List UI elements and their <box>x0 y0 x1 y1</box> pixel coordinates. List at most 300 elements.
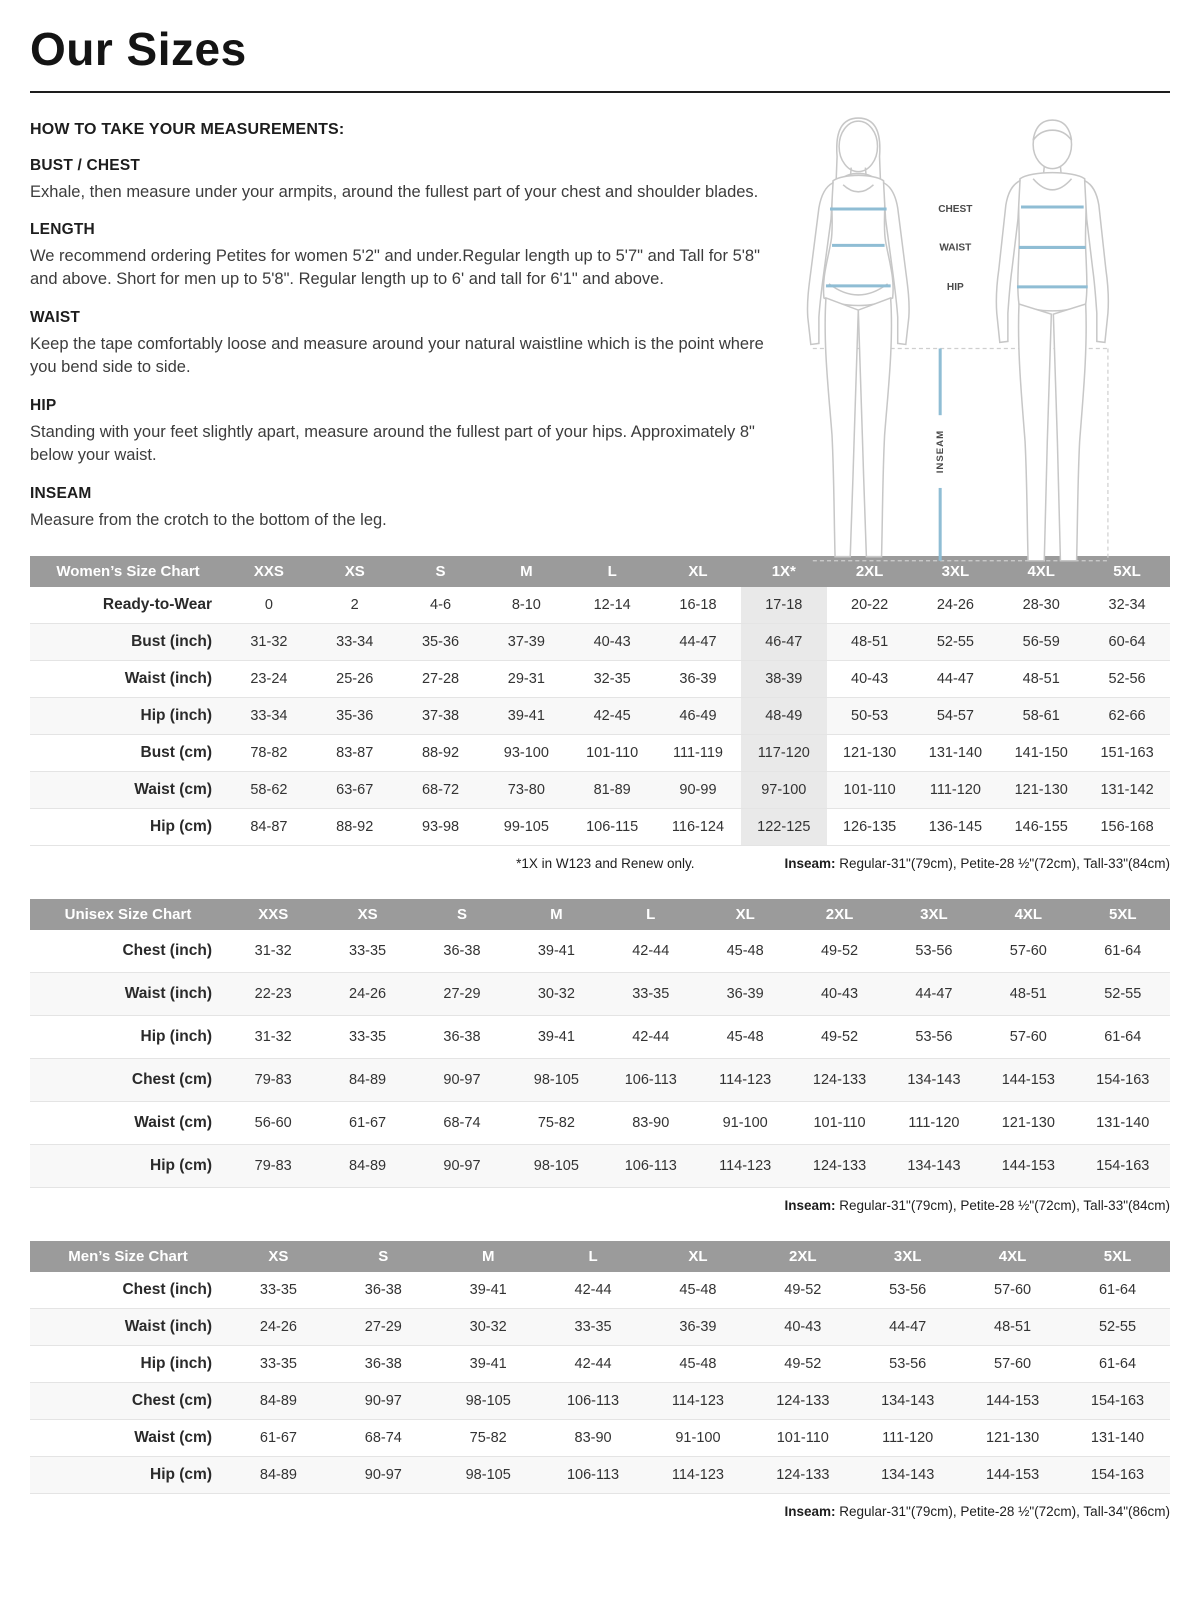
size-cell: 83-90 <box>632 1114 670 1131</box>
size-cell: 45-48 <box>679 1281 717 1298</box>
section-bust-chest <box>30 157 765 204</box>
row-label: Waist (inch) <box>124 669 212 687</box>
size-cell: 134-143 <box>907 1071 961 1088</box>
size-cell: 63-67 <box>336 781 374 798</box>
inseam-label: INSEAM <box>935 429 947 474</box>
size-cell: 44-47 <box>936 670 974 687</box>
row-label: Bust (inch) <box>131 632 212 650</box>
table-row <box>30 734 1170 771</box>
size-cell: 90-97 <box>364 1392 402 1409</box>
section-inseam <box>30 485 765 532</box>
size-cell: 25-26 <box>336 670 374 687</box>
size-cell: 39-41 <box>469 1355 507 1372</box>
size-cell: 31-32 <box>250 633 288 650</box>
row-label: Waist (inch) <box>124 1317 212 1335</box>
size-cell: 45-48 <box>726 942 764 959</box>
size-column-header: XL <box>655 556 741 587</box>
size-cell: 84-89 <box>349 1157 387 1174</box>
table-row <box>30 771 1170 808</box>
size-column-header: XXS <box>226 556 312 587</box>
size-cell: 124-133 <box>776 1392 830 1409</box>
size-cell: 97-100 <box>741 771 827 808</box>
size-cell: 116-124 <box>671 818 725 835</box>
size-cell: 53-56 <box>915 1028 953 1045</box>
size-cell: 40-43 <box>820 985 859 1002</box>
size-cell: 141-150 <box>1014 744 1068 761</box>
row-label: Chest (cm) <box>131 1391 212 1409</box>
size-cell: 39-41 <box>469 1281 507 1298</box>
size-column-header: 3XL <box>855 1241 960 1272</box>
size-cell: 84-89 <box>349 1071 387 1088</box>
size-cell: 52-55 <box>1098 1318 1137 1335</box>
size-cell: 79-83 <box>254 1071 292 1088</box>
inseam-footnote-label: Inseam: <box>784 855 836 871</box>
size-column-header: M <box>436 1241 541 1272</box>
size-cell: 88-92 <box>421 744 460 761</box>
size-cell: 37-38 <box>421 707 460 724</box>
size-cell: 68-74 <box>443 1114 481 1131</box>
size-cell: 39-41 <box>537 942 575 959</box>
size-cell: 121-130 <box>985 1429 1040 1446</box>
size-cell: 134-143 <box>907 1157 961 1174</box>
size-cell: 33-35 <box>259 1355 297 1372</box>
size-cell: 28-30 <box>1022 596 1060 613</box>
inseam-footnote-values: Regular-31"(79cm), Petite-28 ½"(72cm), Tall-34"(86cm) <box>835 1503 1170 1519</box>
size-cell: 79-83 <box>254 1157 292 1174</box>
size-cell: 53-56 <box>915 942 953 959</box>
size-cell: 33-35 <box>632 985 670 1002</box>
section-length <box>30 221 765 292</box>
table-row <box>30 1144 1170 1187</box>
table-header-row <box>30 1241 1170 1272</box>
size-cell: 122-125 <box>741 808 827 845</box>
table-row <box>30 1382 1170 1419</box>
section-title: LENGTH <box>30 221 95 239</box>
inseam-footnote-values: Regular-31"(79cm), Petite-28 ½"(72cm), Tall-33"(84cm) <box>835 855 1170 871</box>
size-cell: 101-110 <box>813 1114 866 1131</box>
size-cell: 90-97 <box>443 1071 481 1088</box>
size-column-header: 3XL <box>913 556 999 587</box>
size-cell: 29-31 <box>507 670 545 687</box>
row-label: Hip (inch) <box>140 706 212 724</box>
size-cell: 30-32 <box>469 1318 507 1335</box>
size-cell: 33-35 <box>349 942 387 959</box>
size-column-header: 2XL <box>827 556 913 587</box>
size-cell: 121-130 <box>1014 781 1068 798</box>
table-row <box>30 972 1170 1015</box>
table-row <box>30 587 1170 624</box>
table-row <box>30 1272 1170 1309</box>
size-cell: 93-98 <box>421 818 460 835</box>
mens-footnotes <box>30 1504 1170 1519</box>
size-cell: 42-44 <box>632 1028 670 1045</box>
size-cell: 48-51 <box>1009 985 1047 1002</box>
size-cell: 49-52 <box>784 1355 822 1372</box>
size-cell: 106-113 <box>624 1157 677 1174</box>
size-cell: 33-35 <box>574 1318 612 1335</box>
size-cell: 52-56 <box>1108 670 1146 687</box>
size-cell: 46-47 <box>741 623 827 660</box>
size-cell: 48-51 <box>1022 670 1060 687</box>
size-column-header: XL <box>698 899 792 930</box>
mens-size-table <box>30 1241 1170 1494</box>
size-cell: 24-26 <box>936 596 974 613</box>
table-row <box>30 1101 1170 1144</box>
size-cell: 38-39 <box>741 660 827 697</box>
size-cell: 106-113 <box>566 1392 620 1409</box>
size-cell: 154-163 <box>1096 1157 1150 1174</box>
table-row <box>30 623 1170 660</box>
size-cell: 2 <box>350 596 359 613</box>
section-title: BUST / CHEST <box>30 156 141 174</box>
size-cell: 48-49 <box>741 697 827 734</box>
size-cell: 44-47 <box>915 985 953 1002</box>
section-title: HIP <box>30 396 57 414</box>
row-label: Hip (inch) <box>140 1354 212 1372</box>
size-cell: 154-163 <box>1090 1392 1145 1409</box>
size-cell: 151-163 <box>1100 744 1154 761</box>
size-cell: 33-35 <box>349 1028 387 1045</box>
size-cell: 48-51 <box>994 1318 1032 1335</box>
page-title: Our Sizes <box>30 23 247 75</box>
size-cell: 32-35 <box>593 670 631 687</box>
row-label: Ready-to-Wear <box>102 595 212 613</box>
size-cell: 57-60 <box>994 1355 1032 1372</box>
size-cell: 78-82 <box>250 744 288 761</box>
size-column-header: XS <box>320 899 414 930</box>
size-column-header: XXS <box>226 899 320 930</box>
size-cell: 131-140 <box>1096 1114 1150 1131</box>
size-cell: 36-39 <box>726 985 764 1002</box>
size-cell: 57-60 <box>994 1281 1032 1298</box>
size-cell: 61-64 <box>1098 1281 1137 1298</box>
size-cell: 106-115 <box>586 818 639 835</box>
size-cell: 24-26 <box>259 1318 297 1335</box>
size-cell: 114-123 <box>671 1392 724 1409</box>
section-body: Standing with your feet slightly apart, measure around the fullest part of your hips. Approximately 8" below your waist. <box>30 422 755 465</box>
size-cell: 61-64 <box>1098 1355 1137 1372</box>
size-cell: 144-153 <box>985 1466 1040 1483</box>
footnote-1x-note: *1X in W123 and Renew only. <box>516 855 695 871</box>
size-cell: 84-87 <box>250 818 288 835</box>
size-cell: 36-39 <box>679 1318 717 1335</box>
section-body: Exhale, then measure under your armpits, around the fullest part of your chest and shoulder blades. <box>30 182 759 201</box>
size-cell: 27-29 <box>364 1318 402 1335</box>
table-row <box>30 1308 1170 1345</box>
chest-label: CHEST <box>938 204 973 216</box>
size-column-header: 2XL <box>750 1241 855 1272</box>
size-cell: 144-153 <box>985 1392 1040 1409</box>
inseam-footnote-label: Inseam: <box>784 1197 836 1213</box>
size-cell: 36-38 <box>364 1355 402 1372</box>
size-cell: 111-119 <box>672 744 723 761</box>
section-title: WAIST <box>30 308 81 326</box>
size-cell: 53-56 <box>889 1281 927 1298</box>
size-column-header: S <box>331 1241 436 1272</box>
size-cell: 134-143 <box>881 1392 935 1409</box>
table-row <box>30 697 1170 734</box>
size-column-header: XL <box>646 1241 751 1272</box>
size-cell: 56-59 <box>1022 633 1060 650</box>
size-column-header: 5XL <box>1076 899 1170 930</box>
table-row <box>30 1419 1170 1456</box>
size-cell: 146-155 <box>1014 818 1068 835</box>
size-cell: 84-89 <box>259 1392 297 1409</box>
size-cell: 91-100 <box>722 1114 768 1131</box>
size-cell: 98-105 <box>465 1466 511 1483</box>
section-body: Measure from the crotch to the bottom of the leg. <box>30 510 387 529</box>
row-label: Waist (cm) <box>134 780 212 798</box>
size-cell: 61-64 <box>1104 1028 1142 1045</box>
size-cell: 12-14 <box>593 596 631 613</box>
mens-size-chart <box>30 1241 1170 1519</box>
size-cell: 60-64 <box>1108 633 1146 650</box>
size-cell: 46-49 <box>679 707 717 724</box>
woman-figure-outline <box>808 118 910 557</box>
footnote-inseam <box>784 856 1170 871</box>
size-cell: 106-113 <box>566 1466 620 1483</box>
size-cell: 111-120 <box>882 1429 934 1446</box>
size-cell: 154-163 <box>1096 1071 1150 1088</box>
size-cell: 156-168 <box>1100 818 1154 835</box>
table-row <box>30 1058 1170 1101</box>
size-cell: 144-153 <box>1001 1157 1055 1174</box>
unisex-size-table <box>30 899 1170 1188</box>
table-row <box>30 660 1170 697</box>
size-cell: 131-142 <box>1100 781 1154 798</box>
size-cell: 16-18 <box>679 596 717 613</box>
size-cell: 134-143 <box>881 1466 935 1483</box>
table-row <box>30 1456 1170 1493</box>
size-cell: 32-34 <box>1108 596 1146 613</box>
size-cell: 49-52 <box>820 1028 859 1045</box>
size-cell: 33-34 <box>250 707 288 724</box>
size-column-header: 4XL <box>981 899 1075 930</box>
row-label: Chest (inch) <box>122 941 212 959</box>
size-cell: 33-35 <box>259 1281 297 1298</box>
table-row <box>30 1015 1170 1058</box>
size-cell: 88-92 <box>336 818 374 835</box>
size-cell: 121-130 <box>1001 1114 1055 1131</box>
size-cell: 27-29 <box>443 985 481 1002</box>
size-cell: 73-80 <box>507 781 545 798</box>
womens-size-table <box>30 556 1170 846</box>
size-cell: 0 <box>264 596 273 613</box>
size-cell: 42-44 <box>574 1355 612 1372</box>
size-cell: 99-105 <box>503 818 549 835</box>
size-column-header: M <box>509 899 603 930</box>
size-column-header: XS <box>226 1241 331 1272</box>
size-charts <box>30 556 1170 1519</box>
size-cell: 101-110 <box>843 781 896 798</box>
size-cell: 117-120 <box>741 734 827 771</box>
size-cell: 24-26 <box>349 985 387 1002</box>
row-label: Hip (cm) <box>150 1465 212 1483</box>
size-cell: 35-36 <box>336 707 374 724</box>
size-cell: 52-55 <box>1104 985 1142 1002</box>
size-cell: 33-34 <box>336 633 374 650</box>
size-cell: 131-140 <box>1090 1429 1145 1446</box>
size-cell: 62-66 <box>1108 707 1146 724</box>
size-cell: 154-163 <box>1090 1466 1145 1483</box>
row-label: Hip (cm) <box>150 1156 212 1174</box>
footnote-inseam <box>784 1504 1170 1519</box>
size-column-header: 5XL <box>1084 556 1170 587</box>
size-column-header: 4XL <box>998 556 1084 587</box>
section-waist <box>30 309 765 380</box>
size-cell: 36-38 <box>443 1028 481 1045</box>
size-column-header: M <box>483 556 569 587</box>
size-cell: 44-47 <box>889 1318 927 1335</box>
size-cell: 56-60 <box>254 1114 292 1131</box>
size-cell: 68-74 <box>364 1429 402 1446</box>
size-cell: 31-32 <box>254 1028 292 1045</box>
size-cell: 81-89 <box>593 781 631 798</box>
table-header-row <box>30 899 1170 930</box>
size-cell: 98-105 <box>465 1392 511 1409</box>
size-cell: 23-24 <box>250 670 288 687</box>
size-column-header: 5XL <box>1065 1241 1170 1272</box>
size-cell: 75-82 <box>537 1114 575 1131</box>
size-cell: 136-145 <box>928 818 983 835</box>
waist-label: WAIST <box>939 242 972 254</box>
size-cell: 90-97 <box>364 1466 402 1483</box>
size-cell: 58-61 <box>1022 707 1060 724</box>
size-cell: 90-99 <box>679 781 717 798</box>
size-cell: 31-32 <box>254 942 292 959</box>
size-cell: 35-36 <box>421 633 460 650</box>
row-label: Waist (inch) <box>124 984 212 1002</box>
size-column-header: L <box>604 899 698 930</box>
table-row <box>30 930 1170 973</box>
size-cell: 37-39 <box>507 633 545 650</box>
size-cell: 101-110 <box>586 744 639 761</box>
table-title: Men’s Size Chart <box>30 1241 226 1272</box>
size-cell: 20-22 <box>851 596 889 613</box>
size-cell: 4-6 <box>430 596 452 613</box>
womens-footnotes <box>30 856 1170 871</box>
size-column-header: S <box>415 899 509 930</box>
section-body: Keep the tape comfortably loose and measure around your natural waistline which is the point where you bend side to side. <box>30 334 764 377</box>
size-cell: 98-105 <box>533 1157 579 1174</box>
size-column-header: L <box>541 1241 646 1272</box>
size-cell: 48-51 <box>851 633 889 650</box>
size-cell: 61-64 <box>1104 942 1142 959</box>
unisex-footnotes <box>30 1198 1170 1213</box>
measurement-diagram <box>772 112 1172 587</box>
inseam-footnote-label: Inseam: <box>784 1503 836 1519</box>
size-cell: 42-45 <box>593 707 631 724</box>
size-cell: 61-67 <box>259 1429 297 1446</box>
size-cell: 83-90 <box>574 1429 612 1446</box>
size-cell: 17-18 <box>741 587 827 624</box>
row-label: Waist (cm) <box>134 1113 212 1131</box>
row-label: Chest (inch) <box>122 1280 212 1298</box>
size-column-header: L <box>569 556 655 587</box>
table-row <box>30 1345 1170 1382</box>
footnote-inseam <box>784 1198 1170 1213</box>
size-cell: 144-153 <box>1001 1071 1055 1088</box>
size-cell: 42-44 <box>632 942 670 959</box>
size-column-header: 3XL <box>887 899 981 930</box>
size-cell: 111-120 <box>908 1114 960 1131</box>
row-label: Hip (inch) <box>140 1027 212 1045</box>
table-row <box>30 808 1170 845</box>
size-cell: 30-32 <box>537 985 575 1002</box>
row-label: Hip (cm) <box>150 817 212 835</box>
size-cell: 36-38 <box>443 942 481 959</box>
size-cell: 52-55 <box>936 633 974 650</box>
row-label: Waist (cm) <box>134 1428 212 1446</box>
size-cell: 40-43 <box>784 1318 822 1335</box>
section-hip <box>30 397 765 468</box>
size-cell: 83-87 <box>336 744 374 761</box>
size-cell: 93-100 <box>503 744 549 761</box>
size-cell: 124-133 <box>812 1157 867 1174</box>
section-body: We recommend ordering Petites for women 5'2" and under.Regular length up to 5'7" and Tall for 5'8" and above. Short for men up to 5'8". Regular length up to 6' and tall for 6'1" and above. <box>30 247 760 289</box>
size-cell: 45-48 <box>726 1028 764 1045</box>
size-column-header: 1X* <box>741 556 827 587</box>
size-cell: 53-56 <box>889 1355 927 1372</box>
size-cell: 49-52 <box>784 1281 822 1298</box>
size-cell: 8-10 <box>511 596 541 613</box>
size-cell: 126-135 <box>842 818 897 835</box>
table-title: Women’s Size Chart <box>30 556 226 587</box>
size-cell: 114-123 <box>719 1157 772 1174</box>
size-cell: 61-67 <box>349 1114 387 1131</box>
size-cell: 114-123 <box>671 1466 724 1483</box>
hip-label: HIP <box>946 281 964 293</box>
table-title: Unisex Size Chart <box>30 899 226 930</box>
size-cell: 114-123 <box>719 1071 772 1088</box>
row-label: Bust (cm) <box>140 743 212 761</box>
size-cell: 50-53 <box>851 707 889 724</box>
size-cell: 42-44 <box>574 1281 612 1298</box>
measurement-instructions <box>30 121 765 532</box>
size-column-header: S <box>398 556 484 587</box>
size-column-header: XS <box>312 556 398 587</box>
size-cell: 40-43 <box>593 633 631 650</box>
size-cell: 39-41 <box>507 707 545 724</box>
size-cell: 91-100 <box>675 1429 721 1446</box>
unisex-size-chart <box>30 899 1170 1213</box>
size-cell: 36-39 <box>679 670 717 687</box>
size-cell: 39-41 <box>537 1028 575 1045</box>
womens-size-chart <box>30 556 1170 871</box>
size-cell: 84-89 <box>259 1466 297 1483</box>
size-cell: 45-48 <box>679 1355 717 1372</box>
size-cell: 124-133 <box>776 1466 830 1483</box>
size-cell: 57-60 <box>1009 1028 1047 1045</box>
size-cell: 57-60 <box>1009 942 1047 959</box>
size-cell: 90-97 <box>443 1157 481 1174</box>
size-cell: 75-82 <box>469 1429 507 1446</box>
size-column-header: 2XL <box>792 899 886 930</box>
size-cell: 40-43 <box>851 670 889 687</box>
size-cell: 106-113 <box>624 1071 677 1088</box>
title-divider <box>30 91 1170 93</box>
size-cell: 58-62 <box>250 781 288 798</box>
size-cell: 36-38 <box>364 1281 402 1298</box>
inseam-footnote-values: Regular-31"(79cm), Petite-28 ½"(72cm), Tall-33"(84cm) <box>835 1197 1170 1213</box>
size-cell: 111-120 <box>929 781 981 798</box>
man-figure-outline <box>996 120 1108 561</box>
instructions-heading: HOW TO TAKE YOUR MEASUREMENTS: <box>30 120 345 138</box>
section-title: INSEAM <box>30 484 92 502</box>
size-cell: 124-133 <box>812 1071 867 1088</box>
row-label: Chest (cm) <box>131 1070 212 1088</box>
size-cell: 101-110 <box>776 1429 829 1446</box>
